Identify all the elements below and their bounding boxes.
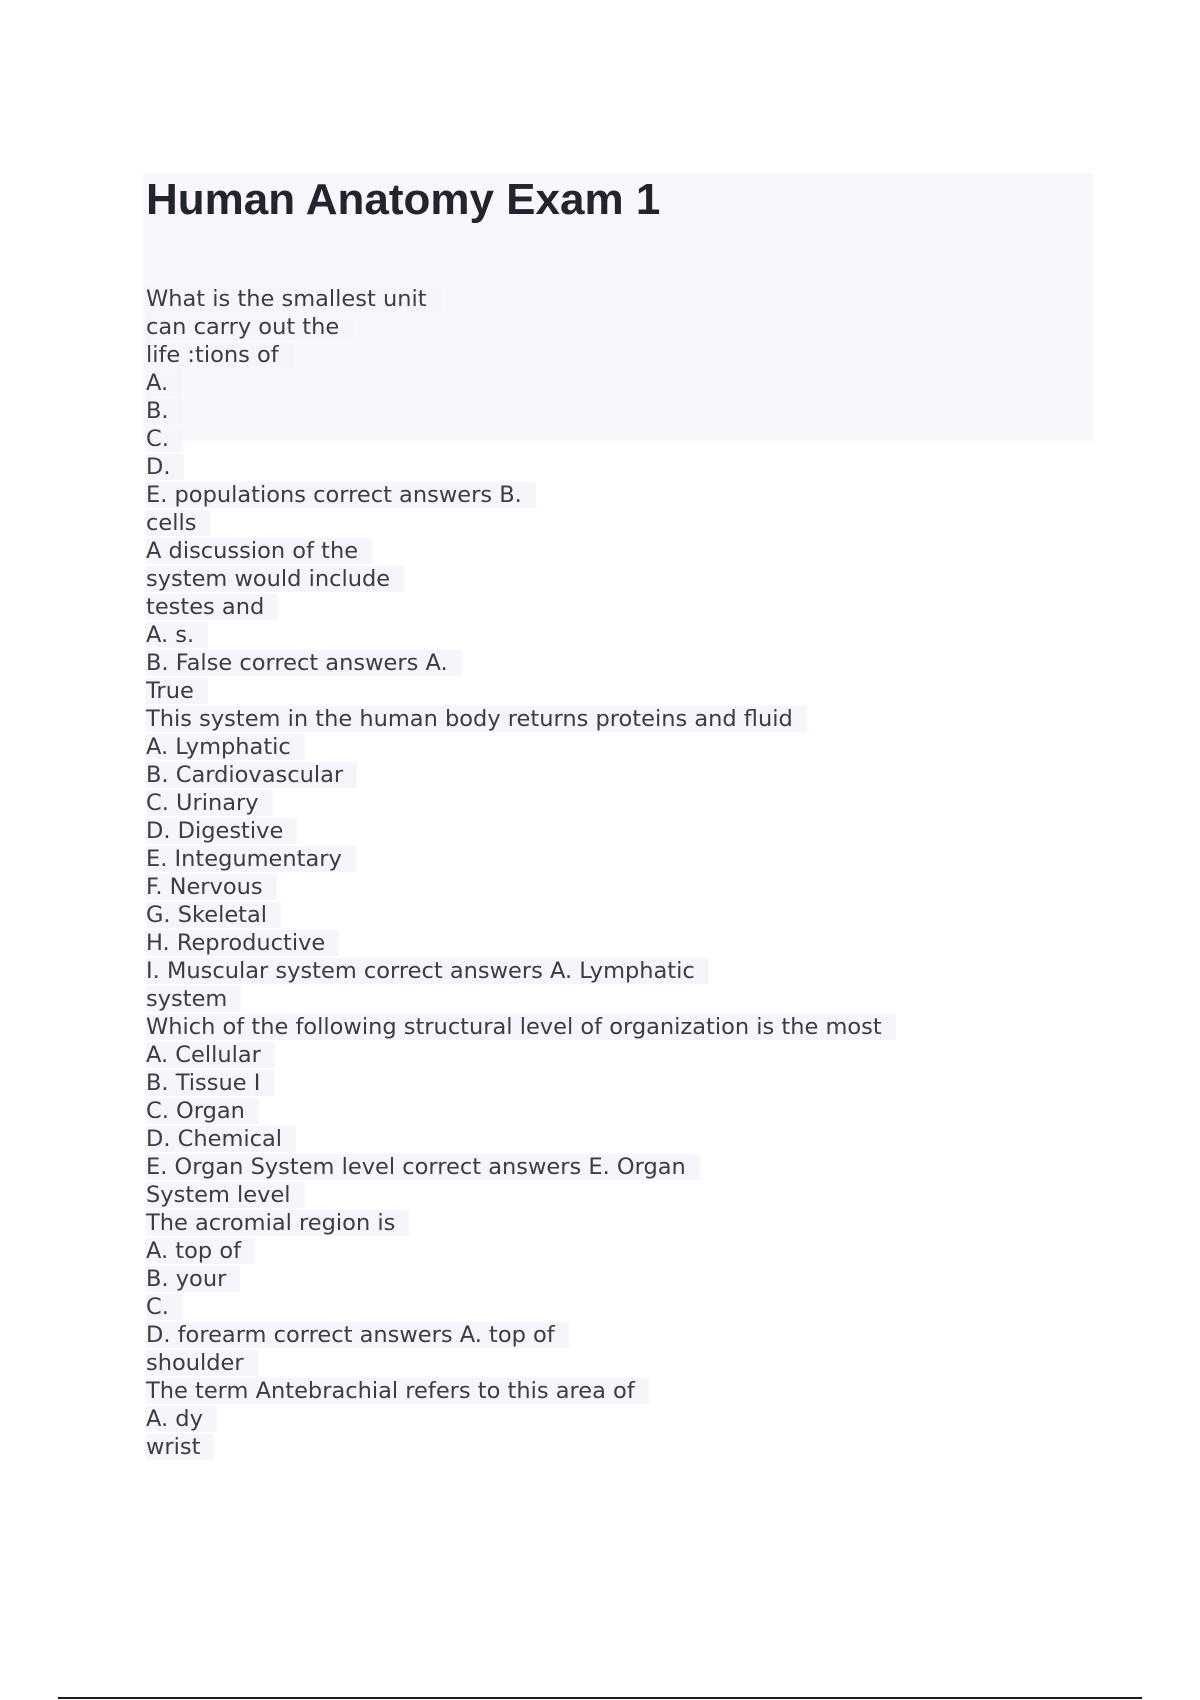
question-list bbox=[146, 285, 896, 1461]
line-text: A discussion of the bbox=[146, 538, 372, 564]
text-line bbox=[146, 873, 896, 901]
page-title: Human Anatomy Exam 1 bbox=[146, 175, 661, 224]
text-line bbox=[146, 761, 896, 789]
text-line bbox=[146, 649, 896, 677]
text-line bbox=[146, 1209, 896, 1237]
text-line bbox=[146, 1293, 896, 1321]
text-line bbox=[146, 1321, 896, 1349]
line-text: A. dy bbox=[146, 1406, 217, 1432]
text-line bbox=[146, 1153, 896, 1181]
line-text: H. Reproductive bbox=[146, 930, 339, 956]
line-text: G. Skeletal bbox=[146, 902, 281, 928]
text-line bbox=[146, 341, 896, 369]
line-text: E. Organ System level correct answers E. Organ bbox=[146, 1154, 700, 1180]
line-text: cells bbox=[146, 510, 210, 536]
line-text: wrist bbox=[146, 1434, 214, 1460]
line-text: I. Muscular system correct answers A. Lymphatic bbox=[146, 958, 709, 984]
line-text: A. top of bbox=[146, 1238, 255, 1264]
text-line bbox=[146, 1069, 896, 1097]
text-line bbox=[146, 733, 896, 761]
footer-divider bbox=[58, 1697, 1142, 1699]
text-line bbox=[146, 705, 896, 733]
line-text: D. bbox=[146, 454, 184, 480]
text-line bbox=[146, 369, 896, 397]
line-text: F. Nervous bbox=[146, 874, 277, 900]
line-text: B. bbox=[146, 398, 183, 424]
line-text: C. Organ bbox=[146, 1098, 259, 1124]
line-text: E. Integumentary bbox=[146, 846, 356, 872]
line-text: D. Chemical bbox=[146, 1126, 296, 1152]
line-text: B. Cardiovascular bbox=[146, 762, 357, 788]
line-text: E. populations correct answers B. bbox=[146, 482, 536, 508]
text-line bbox=[146, 1041, 896, 1069]
text-line bbox=[146, 1265, 896, 1293]
text-line bbox=[146, 817, 896, 845]
text-line bbox=[146, 593, 896, 621]
line-text: The term Antebrachial refers to this area of bbox=[146, 1378, 649, 1404]
text-line bbox=[146, 565, 896, 593]
text-line bbox=[146, 397, 896, 425]
text-line bbox=[146, 537, 896, 565]
text-line bbox=[146, 1125, 896, 1153]
text-line bbox=[146, 1349, 896, 1377]
text-line bbox=[146, 1181, 896, 1209]
line-text: C. bbox=[146, 1294, 183, 1320]
text-line bbox=[146, 985, 896, 1013]
line-text: A. Lymphatic bbox=[146, 734, 305, 760]
text-line bbox=[146, 1405, 896, 1433]
text-line bbox=[146, 1097, 896, 1125]
line-text: True bbox=[146, 678, 208, 704]
text-line bbox=[146, 481, 896, 509]
text-line bbox=[146, 901, 896, 929]
line-text: D. Digestive bbox=[146, 818, 297, 844]
line-text: A. Cellular bbox=[146, 1042, 275, 1068]
text-line bbox=[146, 677, 896, 705]
text-line bbox=[146, 789, 896, 817]
line-text: B. Tissue I bbox=[146, 1070, 274, 1096]
text-line bbox=[146, 1433, 896, 1461]
line-text: What is the smallest unit bbox=[146, 286, 441, 312]
text-line bbox=[146, 621, 896, 649]
text-line bbox=[146, 957, 896, 985]
line-text: life :tions of bbox=[146, 342, 293, 368]
text-line bbox=[146, 929, 896, 957]
text-line bbox=[146, 1013, 896, 1041]
line-text: C. bbox=[146, 426, 183, 452]
line-text: D. forearm correct answers A. top of bbox=[146, 1322, 569, 1348]
text-line bbox=[146, 1237, 896, 1265]
line-text: can carry out the bbox=[146, 314, 353, 340]
line-text: The acromial region is bbox=[146, 1210, 409, 1236]
text-line bbox=[146, 313, 896, 341]
line-text: system would include bbox=[146, 566, 404, 592]
line-text: testes and bbox=[146, 594, 278, 620]
line-text: B. False correct answers A. bbox=[146, 650, 462, 676]
text-line bbox=[146, 285, 896, 313]
text-line bbox=[146, 845, 896, 873]
text-line bbox=[146, 1377, 896, 1405]
text-line bbox=[146, 453, 896, 481]
line-text: A. ѕ. bbox=[146, 622, 208, 648]
line-text: System level bbox=[146, 1182, 305, 1208]
line-text: This system in the human body returns proteins and fluid bbox=[146, 706, 807, 732]
line-text: C. Urinary bbox=[146, 790, 273, 816]
line-text: Which of the following structural level of organization is the most bbox=[146, 1014, 896, 1040]
text-line bbox=[146, 425, 896, 453]
line-text: B. your bbox=[146, 1266, 240, 1292]
text-line bbox=[146, 509, 896, 537]
line-text: A. bbox=[146, 370, 182, 396]
line-text: system bbox=[146, 986, 241, 1012]
line-text: shoulder bbox=[146, 1350, 258, 1376]
